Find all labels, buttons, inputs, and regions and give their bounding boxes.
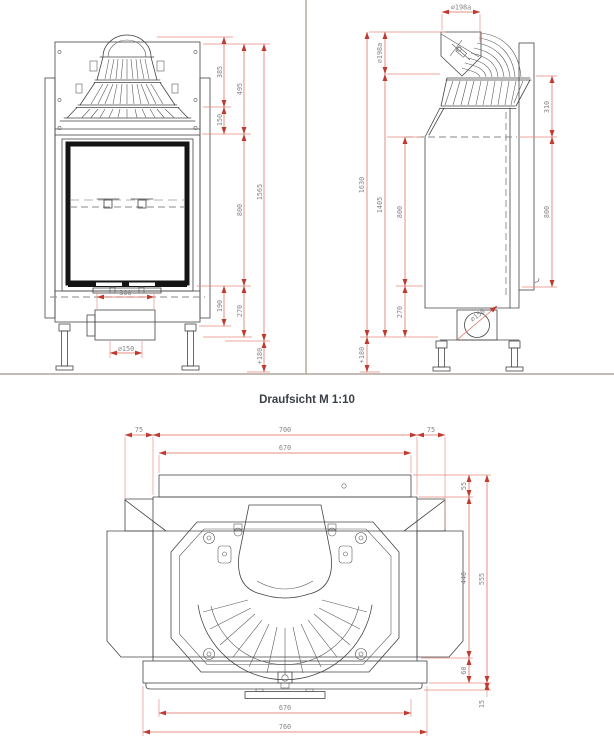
hinge-lugs — [218, 524, 352, 563]
dim-side-plus180: +180 — [358, 346, 366, 364]
dim-front-270: 270 — [236, 304, 244, 318]
dim-side-1405: 1405 — [376, 196, 384, 214]
side-feet — [433, 341, 523, 371]
dim-top-700: 700 — [278, 426, 292, 434]
dim-top-440: 440 — [460, 571, 468, 585]
dim-front-800: 800 — [236, 203, 244, 217]
dim-front-150: 150 — [216, 113, 224, 127]
top-view — [107, 394, 491, 736]
panel-dividers — [0, 0, 614, 374]
dome-ribs — [440, 33, 531, 109]
dome-assembly — [171, 505, 399, 688]
dim-top-15: 15 — [478, 699, 486, 709]
dim-top-760: 760 — [278, 723, 292, 731]
dim-front-385: 385 — [216, 65, 224, 79]
dim-side-310: 310 — [543, 100, 551, 114]
dim-front-300: 300 — [119, 289, 132, 297]
smoke-dome-cap — [238, 505, 331, 598]
front-view — [45, 35, 270, 372]
fan-ribs — [203, 600, 367, 675]
top-wings — [125, 499, 445, 531]
dim-side-dia198-top: ⌀198a — [450, 3, 472, 12]
dim-side-270: 270 — [396, 305, 404, 319]
view-title: Draufsicht M 1:10 — [259, 394, 355, 406]
heat-exchanger-dome — [55, 35, 200, 129]
dim-side-dia198-left: ⌀198a — [376, 42, 384, 64]
dim-side-800-left: 800 — [396, 205, 404, 219]
dim-front-495: 495 — [236, 82, 244, 96]
dim-top-55: 55 — [460, 481, 468, 491]
side-body — [406, 108, 519, 340]
dim-side-dia150: ⌀150 — [468, 307, 487, 324]
dim-side-1630: 1630 — [358, 176, 366, 194]
dim-top-75-left: 75 — [134, 426, 144, 434]
dim-side-800-right: 800 — [543, 205, 551, 219]
dim-top-670-bottom: 670 — [278, 704, 292, 712]
dim-top-60: 60 — [460, 666, 468, 675]
dim-top-555: 555 — [478, 572, 486, 586]
dim-top-670-top: 670 — [278, 444, 292, 452]
top-structure — [107, 475, 463, 699]
dim-front-190: 190 — [216, 299, 224, 313]
dim-front-plus180: +180 — [256, 347, 264, 365]
side-view — [358, 4, 557, 373]
top-dimensions — [125, 426, 491, 736]
side-dimensions — [358, 4, 557, 373]
dim-front-1565: 1565 — [256, 183, 264, 201]
glass-door — [55, 135, 200, 293]
front-structure — [45, 35, 210, 370]
dim-top-75-right: 75 — [426, 426, 436, 434]
dim-front-dia150: ⌀150 — [117, 345, 135, 353]
base-plinth — [50, 291, 205, 340]
